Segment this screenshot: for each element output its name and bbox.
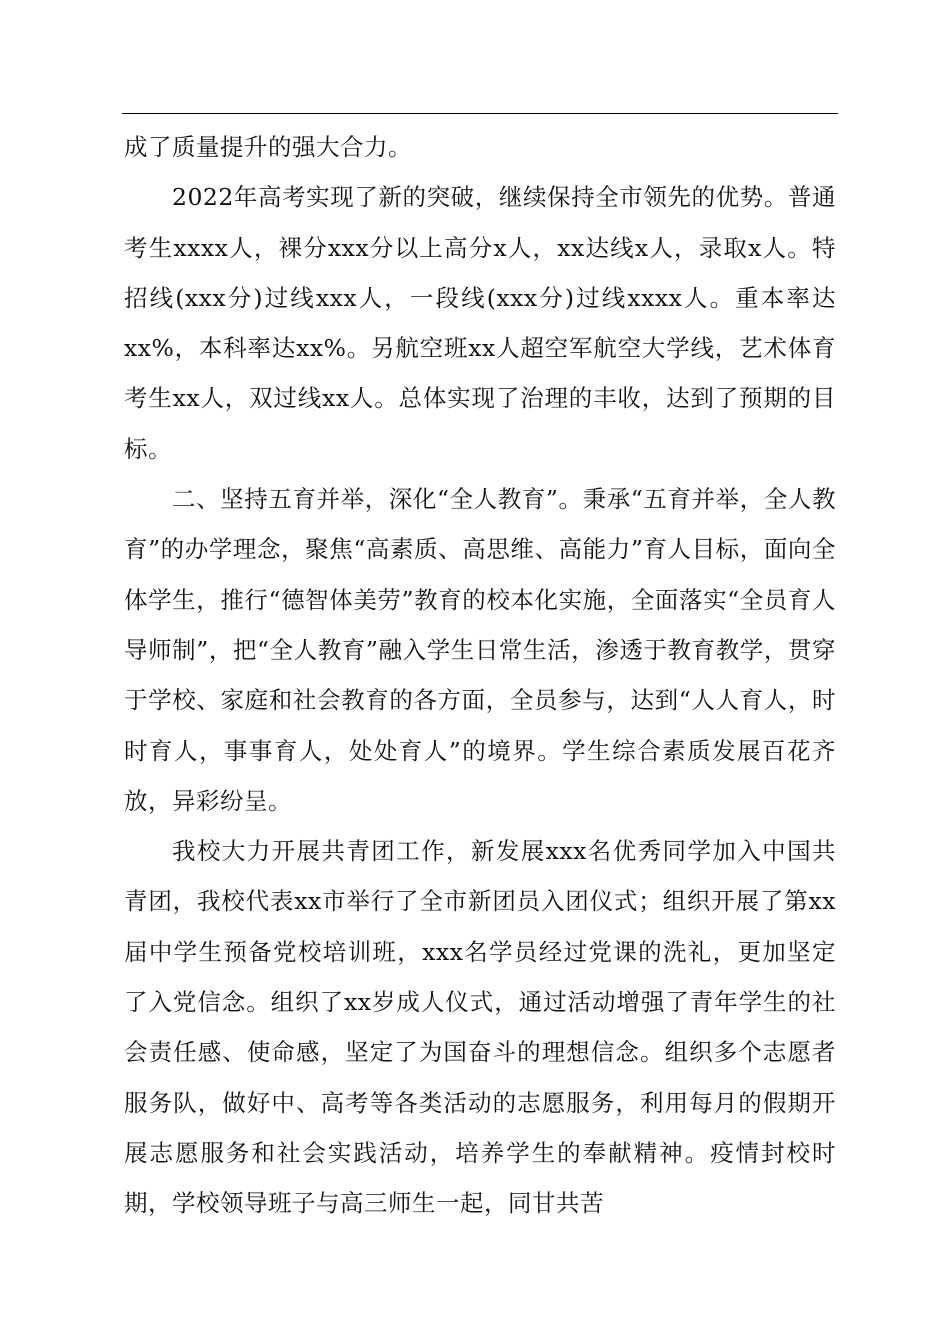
document-body [124,122,836,1229]
paragraph-whole-person-education: 二、坚持五育并举，深化“全人教育”。秉承“五育并举，全人教育”的办学理念，聚焦“高素质、高思维、高能力”育人目标，面向全体学生，推行“德智体美劳”教育的校本化实施，全面落实“全员育人导师制”，把“全人教育”融入学生日常生活，渗透于教育教学，贯穿于学校、家庭和社会教育的各方面，全员参与，达到“人人育人，时时育人，事事育人，处处育人”的境界。学生综合素质发展百花齐放，异彩纷呈。 [124,485,836,815]
paragraph-youth-league-work: 我校大力开展共青团工作，新发展xxx名优秀同学加入中国共青团，我校代表xx市举行了全市新团员入团仪式；组织开展了第xx届中学生预备党校培训班，xxx名学员经过党课的洗礼，更加坚定了入党信念。组织了xx岁成人仪式，通过活动增强了青年学生的社会责任感、使命感，坚定了为国奋斗的理想信念。组织多个志愿者服务队，做好中、高考等各类活动的志愿服务，利用每月的假期开展志愿服务和社会实践活动，培养学生的奉献精神。疫情封校时期，学校领导班子与高三师生一起，同甘共苦 [124,837,836,1218]
header-rule [122,113,838,114]
paragraph-continuation: 成了质量提升的强大合力。 [124,133,412,161]
paragraph-exam-results: 2022年高考实现了新的突破，继续保持全市领先的优势。普通考生xxxx人，裸分xxx分以上高分x人，xx达线x人，录取x人。特招线(xxx分)过线xxx人，一段线(xxx分)过线xxxx人。重本率达xx%，本科率达xx%。另航空班xx人超空军航空大学线，艺术体育考生xx人，双过线xx人。总体实现了治理的丰收，达到了预期的目标。 [124,183,836,463]
